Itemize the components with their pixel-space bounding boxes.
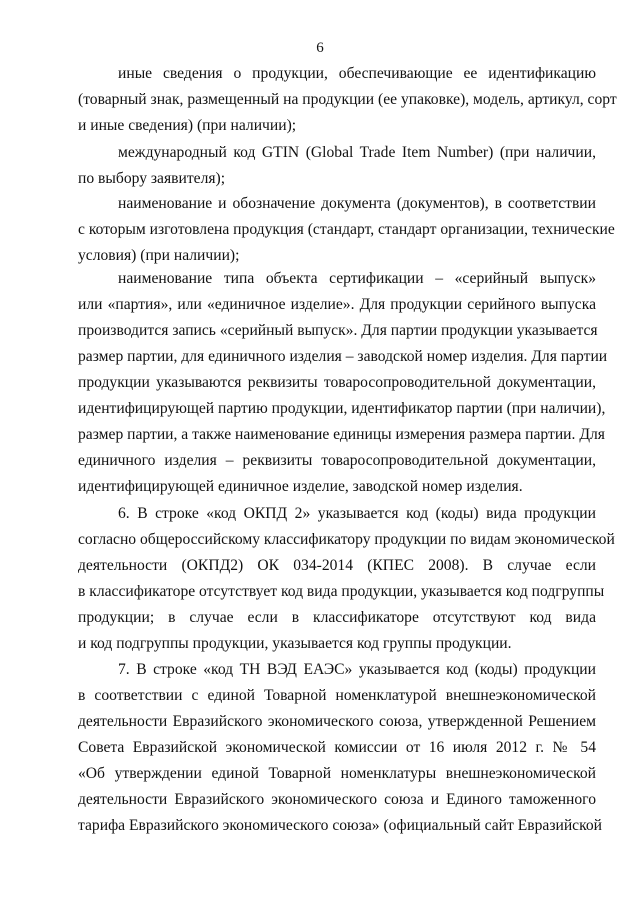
paragraph-certification-type: [78, 266, 608, 500]
text-line: тарифа Евразийского экономического союза» (официальный сайт Евразийской: [78, 817, 603, 834]
text-line: деятельности (ОКПД2) ОК 034-2014 (КПЕС 2008). В случае если: [78, 557, 596, 574]
text-line: 7. В строке «код ТН ВЭД ЕАЭС» указывается код (коды) продукции: [118, 661, 596, 678]
text-line: размер партии, а также наименование единицы измерения размера партии. Для: [78, 426, 605, 443]
text-line: в соответствии с единой Товарной номенклатурой внешнеэкономической: [78, 687, 596, 704]
text-line: и код подгруппы продукции, указывается код группы продукции.: [78, 635, 512, 652]
page-number: 6: [316, 40, 324, 56]
text-line: по выбору заявителя);: [78, 170, 226, 187]
text-line: или «партия», или «единичное изделие». Для продукции серийного выпуска: [78, 296, 596, 313]
text-line: Совета Евразийской экономической комиссии от 16 июля 2012 г. № 54: [78, 739, 596, 756]
paragraph-product-info: [78, 61, 617, 139]
paragraph-gtin: [78, 140, 596, 192]
text-line: деятельности Евразийского экономического союза, утвержденной Решением: [78, 713, 596, 730]
paragraph-okpd2: [78, 501, 615, 657]
text-line: деятельности Евразийского экономического союза и Единого таможенного: [78, 791, 596, 808]
text-line: 6. В строке «код ОКПД 2» указывается код (коды) вида продукции: [118, 505, 596, 522]
text-line: продукции; в случае если в классификаторе отсутствуют код вида: [78, 609, 596, 626]
text-line: иные сведения о продукции, обеспечивающие ее идентификацию: [118, 65, 596, 82]
text-line: единичного изделия – реквизиты товаросопроводительной документации,: [78, 452, 596, 469]
text-line: и иные сведения) (при наличии);: [78, 117, 297, 134]
text-line: идентифицирующей единичное изделие, заводской номер изделия.: [78, 478, 523, 495]
text-line: идентифицирующей партию продукции, идентификатор партии (при наличии),: [78, 400, 606, 417]
text-line: в классификаторе отсутствует код вида продукции, указывается код подгруппы: [78, 583, 605, 600]
text-line: международный код GTIN (Global Trade Item Number) (при наличии,: [118, 144, 596, 161]
paragraph-document-name: [78, 191, 615, 269]
text-line: производится запись «серийный выпуск». Для партии продукции указывается: [78, 322, 598, 339]
text-line: условия) (при наличии);: [78, 247, 240, 264]
text-line: с которым изготовлена продукция (стандарт, стандарт организации, технические: [78, 221, 615, 238]
text-line: продукции указываются реквизиты товаросопроводительной документации,: [78, 374, 596, 391]
text-line: «Об утверждении единой Товарной номенклатуры внешнеэкономической: [78, 765, 596, 782]
paragraph-tn-ved: [78, 657, 603, 839]
text-line: размер партии, для единичного изделия – заводской номер изделия. Для партии: [78, 348, 608, 365]
text-line: (товарный знак, размещенный на продукции (ее упаковке), модель, артикул, сорт: [78, 91, 617, 108]
text-line: наименование типа объекта сертификации – «серийный выпуск»: [118, 270, 596, 287]
text-line: наименование и обозначение документа (документов), в соответствии: [118, 195, 596, 212]
text-line: согласно общероссийскому классификатору продукции по видам экономической: [78, 531, 615, 548]
